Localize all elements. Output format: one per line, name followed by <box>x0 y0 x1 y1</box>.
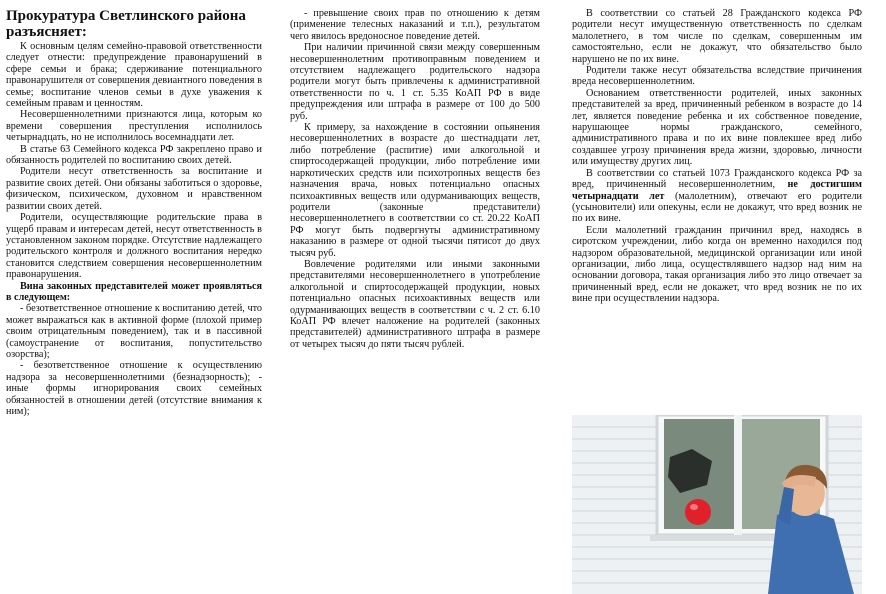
list-item: - безответственное отношение к осуществлению надзора за несовершеннолетними (безнадзорность); - иные формы игнорирования своих семейных обязанностей в отношении детей (отсутствие внимания к ним); <box>6 360 262 417</box>
section-heading <box>6 281 262 304</box>
paragraph <box>572 168 862 225</box>
illustration-photo <box>572 415 862 594</box>
emphasis-text: не достигшим четырнадцати лет <box>572 179 862 202</box>
paragraph: Несовершеннолетними признаются лица, которым ко времени совершения преступления исполнилось четырнадцать, но не исполнилось восемнадцати лет. <box>6 109 262 144</box>
paragraph: Вовлечение родителями или иными законными представителями несовершеннолетнего в употребление алкогольной и спиртосодержащей продукции, новых потенциально опасных психоактивных веществ или одурманивающих веществ в соответствии с ч. 2 ст. 6.10 КоАП РФ влечет наложение на родителей (законных представителей) административного штрафа в размере от четырех тысяч до пяти тысяч рублей. <box>290 258 540 350</box>
paragraph: Основанием ответственности родителей, иных законных представителей за вред, причиненный ребенком в возрасте до 14 лет, является поведение ребенка и их собственное поведение, нарушающее нормы гражданского, семейного, административного права и по их вине повлекшее вред либо создавшее угрозу причинения вреда жизни, здоровью, личности или имуществу других лиц. <box>572 87 862 168</box>
paragraph: При наличии причинной связи между совершенным несовершеннолетним противоправным поведением и отсутствием надлежащего родительского надзора родители могут быть привлечены к административной ответственности по ч. 1 ст. 5.35 КоАП РФ в виде предупреждения или штрафа в размере от 100 до 500 руб. <box>290 42 540 122</box>
list-item: - безответственное отношение к воспитанию детей, что может выражаться как в активной форме (плохой пример своим отрицательным поведением), так и в пассивной (самоустранение от воспитания, попустительство озорства); <box>6 303 262 360</box>
paragraph: К основным целям семейно-правовой ответственности следует отнести: предупреждение правонарушений в сфере семьи и брака; сдерживание потенциального правонарушителя от совершения девиантного поведения в семье; воспитание членов семьи в духе уважения к семейным правам и ценностям. <box>6 41 262 110</box>
section-heading-text: Вина законных представителей может проявляться в следующем: <box>6 280 262 303</box>
paragraph: В соответствии со статьей 28 Гражданского кодекса РФ родители несут имущественную ответственность по сделкам малолетнего, в том числе по сделкам, совершенным им самостоятельно, если не докажут, что обязательство было нарушено не по их вине. <box>572 8 862 65</box>
ball-highlight <box>690 504 698 510</box>
broken-window-illustration <box>572 415 862 594</box>
paragraph: К примеру, за нахождение в состоянии опьянения несовершеннолетних в возрасте до шестнадцати лет, либо потребление (распитие) ими алкогольной и спиртосодержащей продукции, либо потребление ими наркотических средств или психотропных веществ без назначения врача, новых потенциально опасных психоактивных веществ или одурманивающих веществ, родители (законные представители) несовершеннолетнего в соответствии со ст. 20.22 КоАП РФ могут быть подвергнуты административному наказанию в размере от одной тысячи пятисот до двух тысяч руб. <box>290 122 540 259</box>
paragraph: Родители также несут обязательства вследствие причинения вреда несовершеннолетним. <box>572 65 862 88</box>
column-right <box>572 8 862 305</box>
column-left <box>6 8 262 417</box>
paragraph: Родители несут ответственность за воспитание и развитие своих детей. Они обязаны заботиться о здоровье, физическом, психическом, духовном и нравственном развитии своих детей. <box>6 166 262 212</box>
paragraph-text: В соответствии со статьей 1073 Гражданского кодекса РФ за вред, причиненный несовершеннолетним, <box>572 167 862 191</box>
document-title: Прокуратура Светлинского района разъясняет: <box>6 8 246 40</box>
list-item: - превышение своих прав по отношению к детям (применение телесных наказаний и т.п.), результатом чего явилось вредоносное поведение детей. <box>290 8 540 42</box>
paragraph: Если малолетний гражданин причинил вред, находясь в сиротском учреждении, либо когда он временно находился под надзором образовательной, медицинской организации или иной организации, либо лица, осуществлявшего надзор над ним на основании договора, такая организация либо это лицо отвечает за причиненный вред, если не докажет, что вред возник не по их вине при осуществлении надзора. <box>572 224 862 305</box>
ball <box>685 499 711 525</box>
window-mullion <box>734 415 742 535</box>
column-middle <box>290 8 540 350</box>
paragraph-text: (малолетним), отвечают его родители (усыновители) или опекуны, если не докажут, что вред возник не по их вине. <box>572 190 862 225</box>
paragraph: Родители, осуществляющие родительские права в ущерб правам и интересам детей, несут ответственность в установленном законом порядке. Отсутствие надлежащего родительского контроля и должного воспитания нередко становится следствием совершения несовершеннолетним правонарушения. <box>6 212 262 281</box>
paragraph: В статье 63 Семейного кодекса РФ закреплено право и обязанность родителей по воспитанию своих детей. <box>6 143 262 167</box>
